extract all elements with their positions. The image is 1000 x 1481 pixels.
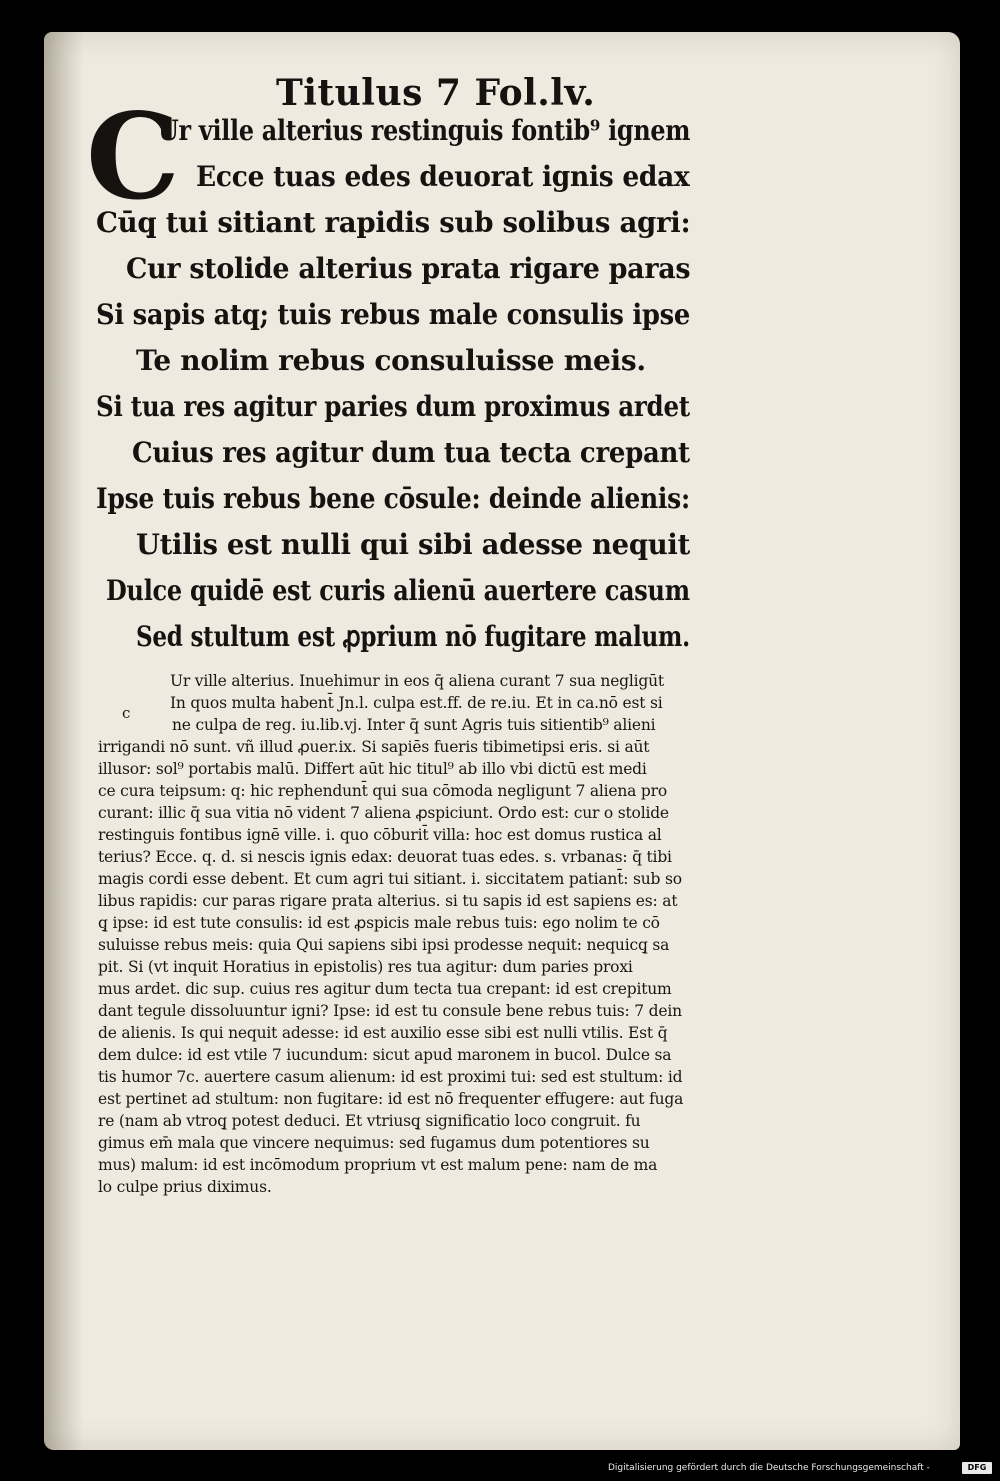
verse-line-6: Te nolim rebus consuluisse meis. [136, 344, 646, 377]
initial-capital: C [86, 87, 180, 226]
commentary-line: dem dulce: id est vtile 7 iucundum: sicut apud maronem in bucol. Dulce sa [98, 1046, 672, 1064]
digitization-credit: Digitalisierung gefördert durch die Deutsche Forschungsgemeinschaft - [608, 1463, 930, 1473]
dfg-logo: DFG [962, 1462, 992, 1474]
verse-line-8: Cuius res agitur dum tua tecta crepant [132, 436, 690, 469]
page-gutter-shadow [44, 32, 84, 1450]
commentary-line: ce cura teipsum: q: hic rephendunt̄ qui sua cōmoda negligunt 7 aliena pro [98, 782, 667, 800]
verse-line-11: Dulce quidē est curis alienū auertere casum [106, 574, 690, 607]
commentary-line: libus rapidis: cur paras rigare prata alterius. si tu sapis id est sapiens es: at [98, 892, 678, 910]
commentary-line: Ur ville alterius. Inuehimur in eos q̄ aliena curant 7 sua negligūt [170, 672, 664, 690]
commentary-line: irrigandi nō sunt. vñ illud ꝓuer.ix. Si sapiēs fueris tibimetipsi eris. si aūt [98, 738, 650, 756]
commentary-line: curant: illic q̄ sua vitia nō vident 7 aliena ꝓspiciunt. Ordo est: cur o stolide [98, 804, 669, 822]
commentary-line: magis cordi esse debent. Et cum agri tui sitiant. i. siccitatem patiant̄: sub so [98, 870, 682, 888]
commentary-line: illusor: sol⁹ portabis malū. Differt aūt hic titul⁹ ab illo vbi dictū est medi [98, 760, 647, 778]
verse-line-4: Cur stolide alterius prata rigare paras [126, 252, 691, 285]
verse-line-7: Si tua res agitur paries dum proximus ardet [96, 390, 690, 423]
commentary-line: lo culpe prius diximus. [98, 1178, 272, 1196]
commentary-line: tis humor 7c. auertere casum alienum: id est proximi tui: sed est stultum: id [98, 1068, 683, 1086]
verse-line-1: Ur ville alterius restinguis fontib⁹ ignem [158, 114, 691, 147]
commentary-line: dant tegule dissoluuntur igni? Ipse: id est tu consule bene rebus tuis: 7 dein [98, 1002, 682, 1020]
running-head: Titulus 7 Fol.lv. [276, 72, 596, 114]
commentary-line: est pertinet ad stultum: non fugitare: id est nō frequenter effugere: aut fuga [98, 1090, 684, 1108]
commentary-line: de alienis. Is qui nequit adesse: id est auxilio esse sibi est nulli vtilis. Est q̄ [98, 1024, 668, 1042]
commentary-line: mus) malum: id est incōmodum proprium vt est malum pene: nam de ma [98, 1156, 658, 1174]
commentary-line: terius? Ecce. q. d. si nescis ignis edax: deuorat tuas edes. s. vrbanas: q̄ tibi [98, 848, 672, 866]
commentary-line: In quos multa habent̄ Jn.l. culpa est.ff. de re.iu. Et in ca.nō est si [170, 694, 663, 712]
commentary-line: gimus em̄ mala que vincere nequimus: sed fugamus dum potentiores su [98, 1134, 650, 1152]
verse-line-5: Si sapis atq; tuis rebus male consulis ipse [96, 298, 691, 331]
commentary-line: q̧ ipse: id est tute consulis: id est ꝓspicis male rebus tuis: ego nolim te cō [98, 914, 660, 932]
verse-line-3: Cūq̧ tui sitiant rapidis sub solibus agri: [96, 206, 691, 239]
commentary-line: suluisse rebus meis: quia Qui sapiens sibi ipsi prodesse nequit: nequicq̧ sa [98, 936, 670, 954]
commentary-line: mus ardet. dic sup. cuius res agitur dum tecta tua crepant: id est crepitum [98, 980, 672, 998]
verse-line-12: Sed stultum est ꝓprium nō fugitare malum. [136, 620, 690, 653]
verse-line-2: Ecce tuas edes deuorat ignis edax [196, 160, 690, 193]
commentary-line: restinguis fontibus ignē ville. i. quo cōburit̄ villa: hoc est domus rustica al [98, 826, 662, 844]
commentary-line: ne culpa de reg. iu.lib.vj. Inter q̄ sunt Agris tuis sitientib⁹ alieni [172, 716, 656, 734]
marginal-letter: c [122, 704, 131, 722]
commentary-line: pit. Si (vt inquit Horatius in epistolis) res tua agitur: dum paries proxi [98, 958, 633, 976]
verse-line-9: Ipse tuis rebus bene cōsule: deinde alienis: [96, 482, 690, 515]
verse-line-10: Utilis est nulli qui sibi adesse nequit [136, 528, 690, 561]
commentary-line: re (nam ab vtroq̧ potest deduci. Et vtriusq̧ significatio loco congruit. fu [98, 1112, 641, 1130]
